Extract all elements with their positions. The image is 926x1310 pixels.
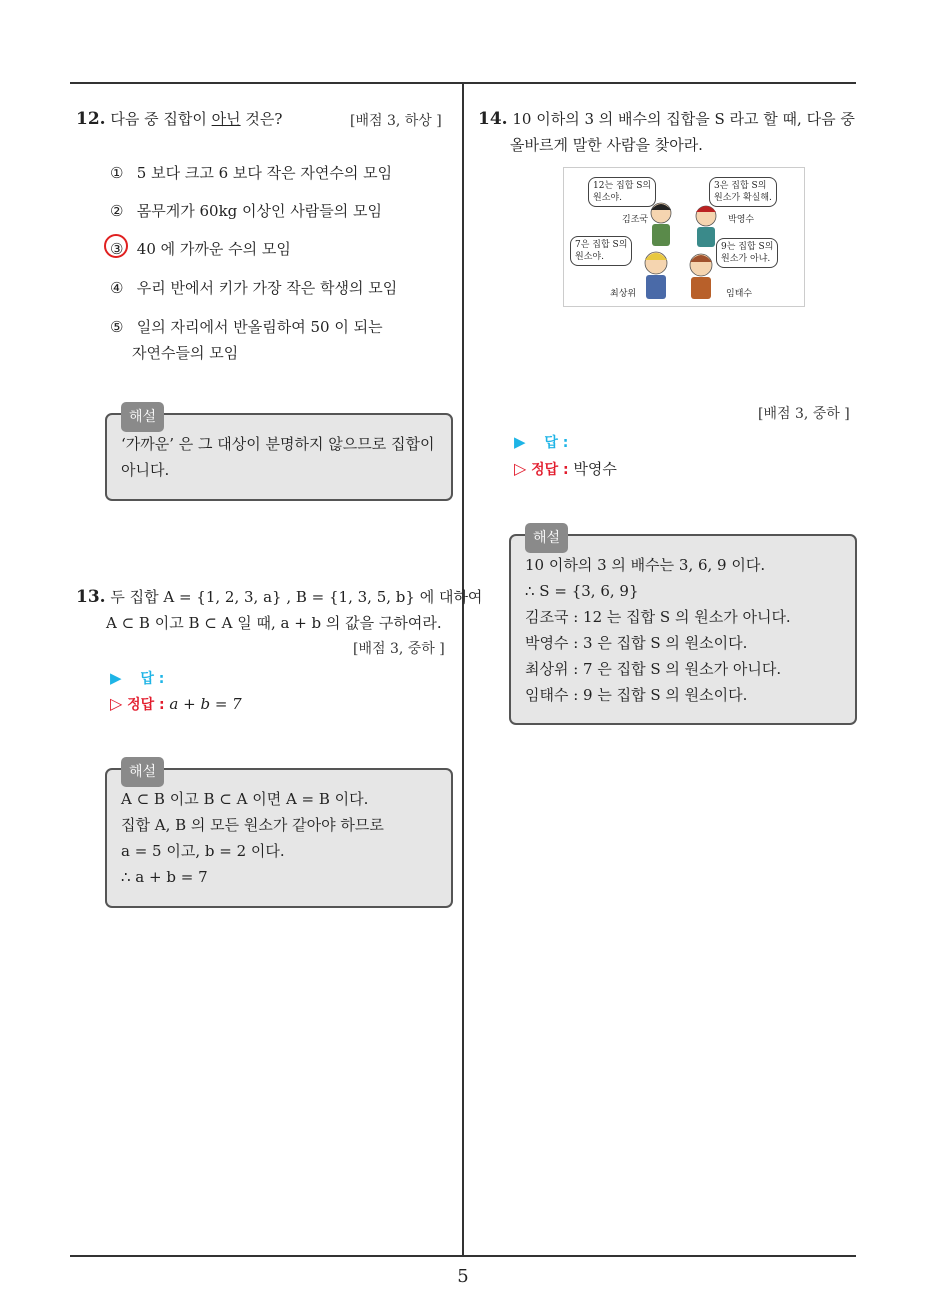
explanation-line: 임태수 : 9 는 집합 S 의 원소이다.	[525, 686, 748, 704]
q12-choice-5-line2: 자연수들의 모임	[132, 344, 239, 362]
choice-text: 우리 반에서 키가 가장 작은 학생의 모임	[136, 279, 398, 297]
q14-explanation-box	[509, 530, 857, 725]
choice-mark: ③	[110, 240, 124, 258]
speech-bubble: 9는 집합 S의 원소가 아냐.	[716, 238, 778, 268]
q14-line1: 10 이하의 3 의 배수의 집합을 S 라고 할 때, 다음 중	[512, 110, 855, 128]
explanation-line: 10 이하의 3 의 배수는 3, 6, 9 이다.	[525, 556, 766, 574]
explanation-line: ‘가까운’ 은 그 대상이 분명하지 않으므로 집합이	[121, 435, 435, 453]
q14-number: 14.	[478, 109, 508, 129]
answer-label: 답 :	[544, 435, 569, 451]
bottom-rule	[70, 1255, 856, 1257]
q12-text-post: 것은?	[240, 110, 283, 128]
choice-text: 일의 자리에서 반올림하여 50 이 되는	[136, 318, 383, 336]
explanation-line: ∴ a + b = 7	[121, 868, 208, 886]
correct-label: 정답 :	[127, 697, 165, 713]
q13-stem-line1	[76, 586, 482, 607]
play-icon: ▶	[110, 669, 122, 687]
q13-correct-row	[110, 694, 242, 714]
triangle-outline-icon: ▷	[514, 459, 527, 478]
choice-text: 40 에 가까운 수의 모임	[136, 240, 291, 258]
explanation-line: A ⊂ B 이고 B ⊂ A 이면 A = B 이다.	[121, 790, 369, 808]
explanation-tag: 해설	[121, 402, 164, 432]
explanation-tag: 해설	[525, 523, 568, 553]
q14-correct-row	[514, 458, 617, 479]
q12-stem	[76, 108, 282, 129]
choice-mark: ②	[110, 202, 124, 220]
q12-choice-3[interactable]	[110, 238, 291, 259]
q12-choice-2[interactable]	[110, 200, 382, 221]
explanation-line: 아니다.	[121, 461, 170, 479]
q13-line2: A ⊂ B 이고 B ⊂ A 일 때, a + b 의 값을 구하여라.	[106, 614, 442, 632]
play-icon: ▶	[514, 433, 526, 451]
q14-line2: 올바르게 말한 사람을 찾아라.	[510, 136, 703, 154]
character-name: 김조국	[622, 215, 649, 225]
speech-bubble: 3은 집합 S의 원소가 확실해.	[709, 177, 777, 207]
q13-number: 13.	[76, 587, 106, 607]
correct-label: 정답 :	[531, 462, 569, 478]
triangle-outline-icon: ▷	[110, 694, 123, 713]
q12-score: [배점 3, 하상 ]	[350, 113, 442, 129]
q12-choice-1[interactable]	[110, 162, 392, 183]
character-name: 임태수	[726, 289, 753, 299]
q13-score: [배점 3, 중하 ]	[353, 641, 445, 657]
q12-choice-5[interactable]	[110, 316, 383, 337]
explanation-line: 박영수 : 3 은 집합 S 의 원소이다.	[525, 634, 748, 652]
q13-line1: 두 집합 A = {1, 2, 3, a} , B = {1, 3, 5, b} 에 대하여	[110, 588, 483, 606]
choice-mark: ①	[110, 164, 124, 182]
q12-explanation-box	[105, 409, 453, 501]
explanation-line: a = 5 이고, b = 2 이다.	[121, 842, 285, 860]
q14-stem-line1	[478, 108, 855, 129]
explanation-line: 최상위 : 7 은 집합 S 의 원소가 아니다.	[525, 660, 782, 678]
page-number: 5	[457, 1266, 469, 1287]
character-name: 최상위	[610, 289, 637, 299]
explanation-tag: 해설	[121, 757, 164, 787]
q12-text-underline: 아닌	[211, 110, 241, 128]
character-name: 박영수	[728, 215, 755, 225]
q13-explanation-box	[105, 764, 453, 908]
explanation-line: ∴ S = {3, 6, 9}	[525, 582, 639, 600]
q12-text-pre: 다음 중 집합이	[110, 110, 212, 128]
column-divider	[462, 84, 464, 1256]
q13-answer-row	[110, 668, 164, 688]
choice-mark: ④	[110, 279, 124, 297]
answer-label: 답 :	[140, 671, 165, 687]
q14-illustration	[563, 167, 805, 307]
q14-answer-row	[514, 432, 568, 452]
choice-text: 몸무게가 60kg 이상인 사람들의 모임	[136, 202, 383, 220]
speech-bubble: 7은 집합 S의 원소야.	[570, 236, 632, 266]
speech-bubble: 12는 집합 S의 원소야.	[588, 177, 656, 207]
correct-value: 박영수	[573, 460, 617, 478]
q12-choice-4[interactable]	[110, 277, 397, 298]
explanation-line: 김조국 : 12 는 집합 S 의 원소가 아니다.	[525, 608, 791, 626]
q14-score: [배점 3, 중하 ]	[758, 406, 850, 422]
correct-value: a + b = 7	[169, 695, 242, 713]
q12-number: 12.	[76, 109, 106, 129]
choice-text: 5 보다 크고 6 보다 작은 자연수의 모임	[136, 164, 393, 182]
explanation-line: 집합 A, B 의 모든 원소가 같아야 하므로	[121, 816, 384, 834]
choice-mark: ⑤	[110, 318, 124, 336]
